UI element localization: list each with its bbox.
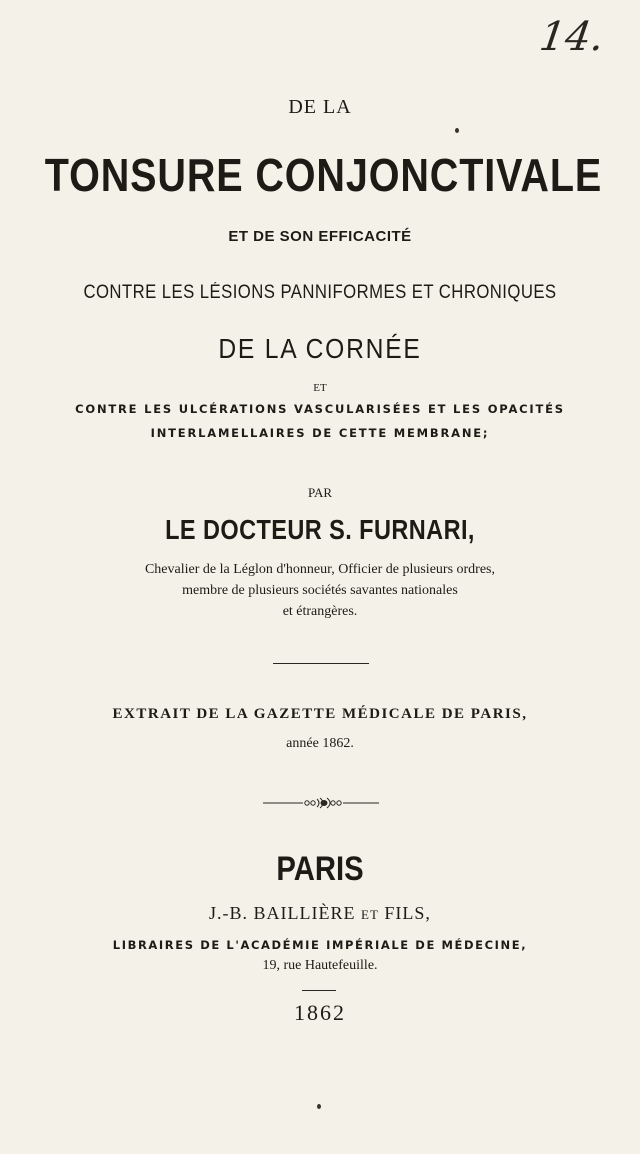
- imprint-city: PARIS: [276, 850, 364, 888]
- publication-year: 1862: [294, 1000, 346, 1025]
- subtitle-cornee: DE LA CORNÉE: [218, 333, 422, 364]
- extract-source: EXTRAIT DE LA GAZETTE MÉDICALE DE PARIS,: [112, 706, 528, 722]
- subtitle-lesions: CONTRE LES LÉSIONS PANNIFORMES ET CHRONIQUES: [83, 282, 557, 303]
- author-description-line: membre de plusieurs sociétés savantes nationales: [182, 583, 458, 598]
- author-name: LE DOCTEUR S. FURNARI,: [165, 514, 475, 545]
- author-description-line: et étrangères.: [282, 604, 358, 619]
- ink-speck: [455, 128, 459, 133]
- publisher-address: 19, rue Hautefeuille.: [262, 958, 378, 973]
- publisher-name: [0, 903, 640, 924]
- handwritten-page-number: 14.: [537, 14, 608, 60]
- author-description-line: Chevalier de la Léglon d'honneur, Officier de plusieurs ordres,: [144, 562, 496, 577]
- publisher-title: LIBRAIRES DE L'ACADÉMIE IMPÉRIALE DE MÉDECINE,: [112, 938, 528, 952]
- publisher-et: ET: [361, 907, 379, 922]
- publisher-end: FILS,: [384, 903, 431, 923]
- ornamental-divider: [263, 796, 379, 810]
- title-prefix: DE LA: [288, 96, 352, 118]
- ink-speck: [317, 1104, 321, 1109]
- ornate-subtitle-line-2: INTERLAMELLAIRES DE CETTE MEMBRANE;: [150, 426, 490, 440]
- publisher-main: J.-B. BAILLIÈRE: [209, 903, 356, 923]
- subtitle-efficacite: ET DE SON EFFICACITÉ: [228, 228, 412, 245]
- short-rule: [302, 990, 336, 991]
- divider-rule: [273, 663, 369, 664]
- conjunction-et: ET: [313, 382, 327, 394]
- extract-year: année 1862.: [286, 736, 354, 751]
- ornate-subtitle-line-1: CONTRE LES ULCÉRATIONS VASCULARISÉES ET LES OPACITÉS: [75, 402, 565, 416]
- main-title: TONSURE CONJONCTIVALE: [44, 149, 603, 201]
- par-label: PAR: [307, 485, 333, 500]
